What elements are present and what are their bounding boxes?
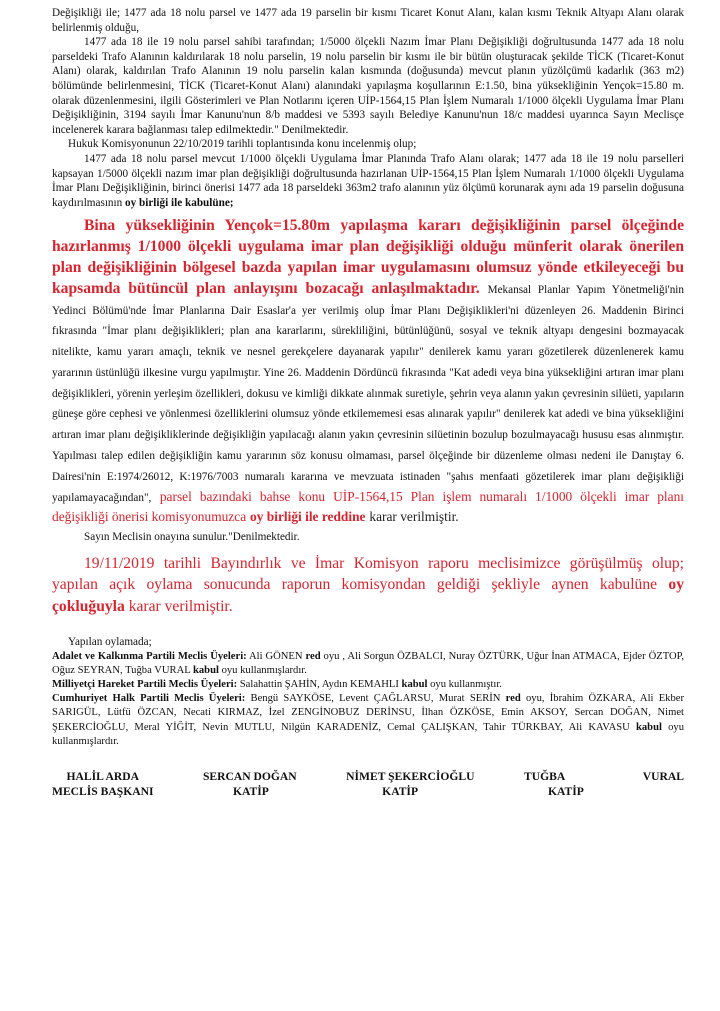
mhp-end: oyu kullanmıştır.: [430, 678, 502, 690]
mhp-kabul-vote: kabul: [401, 678, 428, 690]
signature-title: KATİP: [232, 785, 269, 799]
chp-kabul-vote: kabul: [635, 721, 662, 733]
bina-regulation-text: Mekansal Planlar Yapım Yönetmeliği'nin Yedinci Bölümü'nde İmar Planlarına Dair Esaslar'a yer verilmiş olup İmar Planı Değişiklikleri'ni düzenleyen 26. Maddenin Birinci fıkrasında "İmar planı değişiklikleri; plan ana kararlarını, sürekliliğini, bütünlüğünü, sosyal ve teknik altyapı dengesini bozmayacak nitelikte, kamu yararı amaçlı, teknik ve nesnel gerekçelere dayanarak yapılır" denilerek kamu yararı gözetilerek düzenlenerek kamu yararının üstünlüğü ilkesine vurgu yapılmıştır. Yine 26. Maddenin Dördüncü fıkrasında "Kat adedi veya bina yüksekliğini artıran imar planı değişiklikleri, yörenin yerleşim özellikleri, dokusu ve kimliği dikkate alınmak suretiyle, şehrin veya alanın yakın çevresinin silüeti, yapıların güneşe göre cephesi ve yönlenmesi özelliklerini olumsuz yönde etkilememesi esas alınarak yapılır" denilerek kat adedi ve bina yüksekliğini artıran imar planı değişikliklerinde değişikliğin yapılacağı alanın yakın çevresinin silüetinin bozulup bozulmayacağı hususu esas alınmıştır. Yapılması talep edilen değişikliğin kamu yararının söz konusu olmaması, parsel ölçeğinde bir düzenleme olması nedeni ile Danıştay 6. Dairesi'nin E:1974/26012, K:1976/7003 numaralı kararına ve mevzuata istinaden "şahıs menfaati gözetilerek imar planı değişikliği yapılamayacağından",: [52, 283, 684, 504]
request-paragraph: 1477 ada 18 ile 19 nolu parsel sahibi tarafından; 1/5000 ölçekli Nazım İmar Planı Değişikliği doğrultusunda 1477 ada 18 nolu parseldeki Trafo Alanının kaldırılarak 18 nolu parselin, 19 nolu parselin bir kısmı ile bir bütün oluşturacak şekilde TİCK (Ticaret-Konut Alanı) olarak, kaldırılan Trafo Alanının 19 nolu parselin kalan kısmında (doğusunda) mevcut planın yüzölçümü kadarlık (363 m2) bölümünde belirlenmesini, TİCK (Ticaret-Konut Alanı) alanındaki yapılaşma koşullarının E:1.50, bina yüksekliğinin Yençok=15.80 m. olarak düzenlenmesini, ilgili Gösterimleri ve Plan Notlarını içeren UİP-1564,15 Plan İşlem Numaralı 1/1000 ölçekli Uygulama İmar Planı Değişikliğinin, 3194 sayılı İmar Kanunu'nun 8/b maddesi ve 5393 sayılı Belediye Kanunu'nun 18/c maddesi uyarınca Sayın Meclisçe incelenerek karara bağlanması talep edilmektedir." Denilmektedir.: [52, 36, 684, 136]
bayindirlik-end: karar verilmiştir.: [128, 597, 233, 615]
signature-title: KATİP: [382, 785, 419, 799]
hukuk-decision: oy birliği ile kabulüne;: [125, 196, 234, 209]
mhp-votes: [52, 678, 684, 692]
signature-name: NİMET ŞEKERCİOĞLU: [346, 769, 475, 783]
akp-end: oyu kullanmışlardır.: [221, 664, 307, 676]
chp-names-red: Bengü SAYKÖSE, Levent ÇAĞLARSU, Murat SERİN: [250, 693, 501, 705]
bina-red-decision: oy birliği ile reddine: [250, 509, 366, 525]
akp-kabul-vote: kabul: [192, 664, 219, 676]
akp-votes: [52, 650, 684, 678]
mhp-names: Salahattin ŞAHİN, Aydın KEMAHLI: [239, 678, 399, 690]
chp-votes: [52, 692, 684, 749]
voting-section: [52, 635, 684, 749]
signature-clerk-3: [524, 769, 684, 800]
bayindirlik-text: 19/11/2019 tarihli Bayındırlık ve İmar Komisyon raporu meclisimizce görüşülmüş olup; yapılan açık oylama sonucunda raporun komisyondan geldiği şekliyle aynen kabulüne: [52, 554, 684, 594]
bayindirlik-majority: oy çokluğuyla: [52, 576, 684, 615]
bayindirlik-paragraph: [52, 553, 684, 618]
chp-end: oyu kullanmışlardır.: [52, 721, 684, 747]
hukuk-paragraph: [52, 152, 684, 210]
hukuk-text: 1477 ada 18 nolu parsel mevcut 1/1000 ölçekli Uygulama İmar Planında Trafo Alanı olarak; 1477 ada 18 ile 19 nolu parselleri kapsayan 1/5000 ölçekli nazım imar plan değişikliği doğrultusunda hazırlanan UİP-1564,15 Plan İşlem Numaralı 1/1000 ölçekli Uygulama İmar Planı Değişikliğinin, birinci önerisi 1477 ada 18 parseldeki 363m2 trafo alanının yüz ölçümü korunarak aynı ada 19 parselin doğusuna kaydırılmasının: [52, 152, 684, 209]
bina-decision-end: karar verilmiştir.: [369, 509, 459, 525]
signature-name: SERCAN DOĞAN: [202, 769, 297, 783]
mhp-label: Milliyetçi Hareket Partili Meclis Üyeleri:: [52, 678, 238, 690]
signature-clerk-1: [203, 769, 297, 800]
signature-name-first: TUĞBA: [523, 769, 566, 783]
chp-red-vote: red: [505, 693, 521, 705]
hukuk-intro: Hukuk Komisyonunun 22/10/2019 tarihli toplantısında konu incelenmiş olup;: [68, 138, 417, 151]
signature-title: MECLİS BAŞKANI: [52, 785, 154, 799]
signature-clerk-2: [346, 769, 474, 800]
voting-intro: Yapılan oylamada;: [68, 636, 152, 649]
signature-block: [52, 769, 684, 800]
akp-names: oyu , Ali Sorgun ÖZBALCI, Nuray ÖZTÜRK, Uğur İnan ATMACA, Ejder ÖZTOP, Oğuz SEYRAN, Tuğba VURAL: [52, 650, 684, 676]
signature-president: [52, 769, 153, 800]
bina-red-text: Bina yüksekliğinin Yençok=15.80m yapılaşma kararı değişikliğinin parsel ölçeğinde hazırlanmış 1/1000 ölçekli uygulama imar plan değişikliği olduğu münferit olarak önerilen plan değişikliğinin bölgesel bazda yapılan imar uygulamasını olumsuz yönde etkileyeceği bu kapsamda bütüncül plan anlayışını bozacağı anlaşılmaktadır.: [52, 217, 684, 297]
akp-red-names: Ali GÖNEN: [249, 650, 303, 662]
signature-title: KATİP: [547, 785, 584, 799]
chp-names: oyu, İbrahim ÖZKARA, Ali Ekber SARIGÜL, Lütfü ÖZCAN, Necati KIRMAZ, İzel ZENGİNOBUZ DERİNSU, İlhan ÖZKÖSE, Emin AKSOY, Sercan DOĞAN, Nimet ŞEKERCİOĞLU, Meral YİĞİT, Nevin MUTLU, Nilgün KARADENİZ, Cemal ÇALIŞKAN, Tahir TÜRKBAY, Ali KAVASU: [52, 693, 684, 733]
signature-name-last: VURAL: [642, 769, 684, 783]
akp-red-vote: red: [305, 650, 321, 662]
submission-line: Sayın Meclisin onayına sunulur."Denilmektedir.: [84, 531, 300, 544]
intro-line: Değişikliği ile; 1477 ada 18 nolu parsel ve 1477 ada 19 parselin bir kısmı Ticaret Konut Alanı, kalan kısmı Teknik Altyapı Alanı olarak belirlenmiş olduğu,: [52, 7, 684, 34]
akp-label: Adalet ve Kalkınma Partili Meclis Üyeleri:: [52, 650, 247, 662]
bina-red-tail: parsel bazındaki bahse konu UİP-1564,15 Plan işlem numaralı 1/1000 ölçekli imar planı değişikliği önerisi komisyonumuzca: [52, 488, 684, 525]
signature-name: HALİL ARDA: [66, 769, 139, 783]
bina-red-emphasis: [52, 216, 684, 528]
chp-label: Cumhuriyet Halk Partili Meclis Üyeleri:: [52, 693, 246, 705]
